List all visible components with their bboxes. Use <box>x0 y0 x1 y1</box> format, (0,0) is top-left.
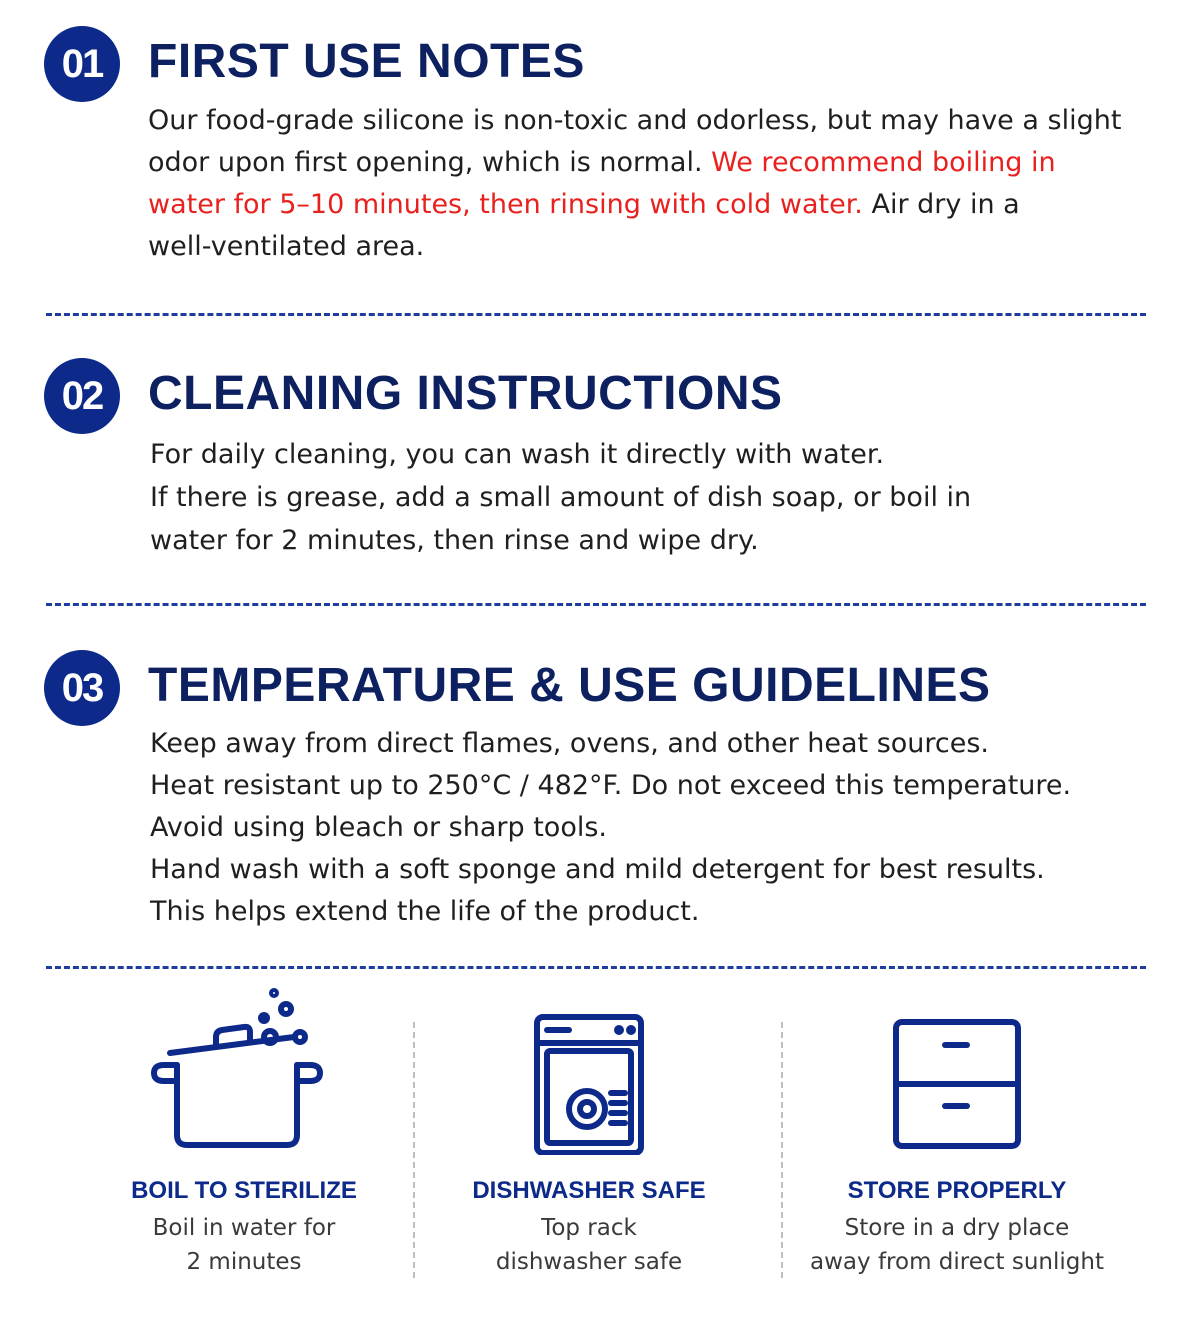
body-line <box>148 100 1148 142</box>
body-line: For daily cleaning, you can wash it directly with water. <box>150 439 885 470</box>
feature-title: DISHWASHER SAFE <box>472 1177 706 1204</box>
drawer-cabinet-icon <box>857 985 1057 1155</box>
body-text-segment: Air dry in a <box>862 189 1020 220</box>
highlighted-text: water for 5–10 minutes, then rinsing with cold water. <box>148 189 863 220</box>
section-number-badge: 01 <box>44 26 120 102</box>
section-body <box>150 723 1150 933</box>
section-body <box>148 100 1148 268</box>
boiling-pot-icon <box>144 985 344 1155</box>
section-number-badge: 02 <box>44 358 120 434</box>
feature-boil <box>74 985 414 1285</box>
section-divider <box>46 966 1146 969</box>
feature-description-line: dishwasher safe <box>495 1249 683 1275</box>
body-line: Keep away from direct flames, ovens, and other heat sources. <box>150 728 990 759</box>
feature-description <box>787 1211 1127 1279</box>
body-line: Hand wash with a soft sponge and mild detergent for best results. <box>150 854 1045 885</box>
section-body <box>150 433 1150 562</box>
feature-store <box>787 985 1127 1285</box>
body-text-segment: odor upon first opening, which is normal. <box>148 147 712 178</box>
section-title: TEMPERATURE & USE GUIDELINES <box>148 659 991 712</box>
body-line: water for 2 minutes, then rinse and wipe dry. <box>150 525 759 556</box>
feature-separator <box>413 1022 415 1278</box>
feature-dishwasher <box>419 985 759 1285</box>
body-line <box>148 226 1148 268</box>
body-text-segment: well-ventilated area. <box>148 231 425 262</box>
feature-description-line: Store in a dry place <box>844 1215 1070 1241</box>
section-divider <box>46 313 1146 316</box>
section-title: CLEANING INSTRUCTIONS <box>148 367 783 420</box>
body-line: If there is grease, add a small amount of dish soap, or boil in <box>150 482 972 513</box>
section-title: FIRST USE NOTES <box>148 35 585 88</box>
dishwasher-icon <box>489 985 689 1155</box>
feature-description-line: away from direct sunlight <box>810 1249 1104 1275</box>
body-text-segment: Our food-grade silicone is non-toxic and odorless, but may have a slight <box>148 105 1122 136</box>
section-divider <box>46 603 1146 606</box>
feature-title: STORE PROPERLY <box>847 1177 1067 1204</box>
feature-description <box>74 1211 414 1279</box>
feature-description-line: Top rack <box>541 1215 637 1241</box>
body-line: Heat resistant up to 250°C / 482°F. Do not exceed this temperature. <box>150 770 1072 801</box>
feature-separator <box>781 1022 783 1278</box>
feature-description-line: 2 minutes <box>186 1249 302 1275</box>
body-line: Avoid using bleach or sharp tools. <box>150 812 607 843</box>
feature-title: BOIL TO STERILIZE <box>131 1177 357 1204</box>
highlighted-text: We recommend boiling in <box>711 147 1056 178</box>
section-number-badge: 03 <box>44 650 120 726</box>
body-line <box>148 184 1148 226</box>
body-line: This helps extend the life of the product. <box>150 896 700 927</box>
feature-description <box>419 1211 759 1279</box>
body-line <box>148 142 1148 184</box>
feature-description-line: Boil in water for <box>152 1215 336 1241</box>
